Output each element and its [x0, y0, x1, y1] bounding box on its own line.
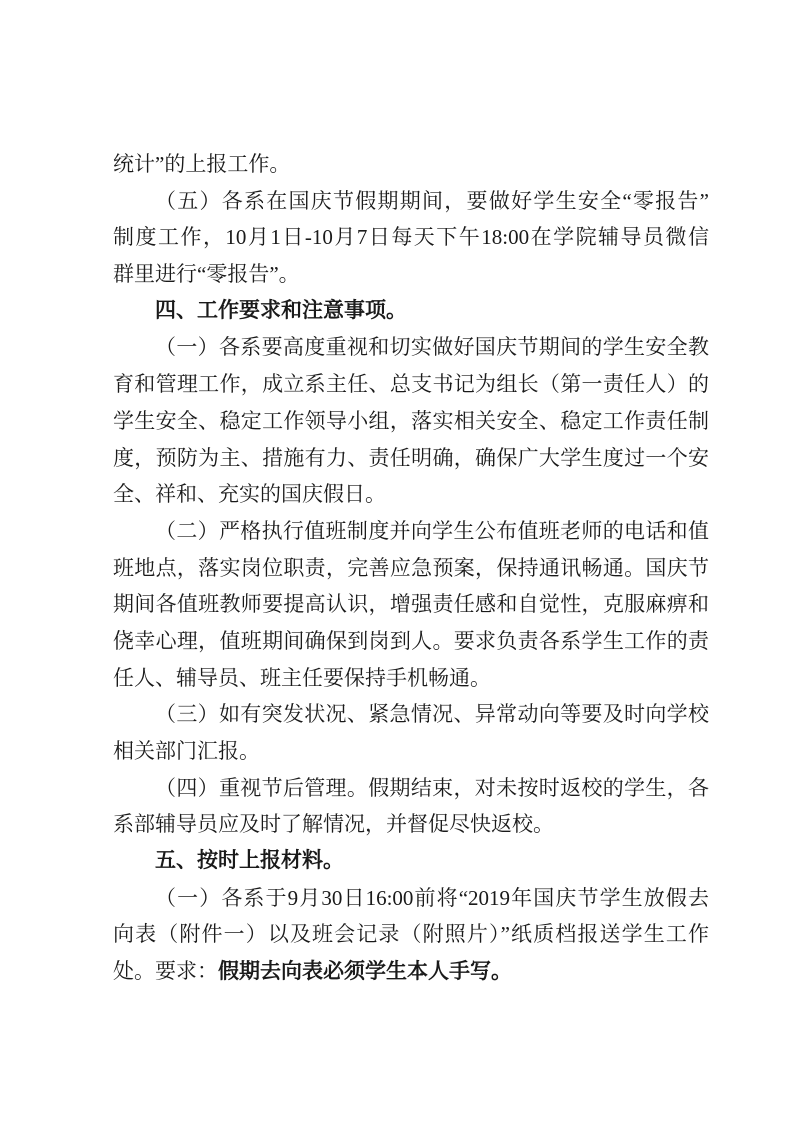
- section-heading: 五、按时上报材料。: [155, 849, 344, 873]
- text-line: 度，预防为主、措施有力、责任明确，确保广大学生度过一个安: [113, 445, 709, 470]
- text-line: 期间各值班教师要提高认识，增强责任感和自觉性，克服麻痹和: [113, 592, 709, 617]
- text-line: （三）如有突发状况、紧急情况、异常动向等要及时向学校: [155, 702, 709, 727]
- text-line: 学生安全、稳定工作领导小组，落实相关安全、稳定工作责任制: [113, 408, 709, 433]
- text-segment: 处。要求：: [113, 959, 218, 984]
- text-line: （五）各系在国庆节假期期间，要做好学生安全“零报告”: [155, 188, 709, 213]
- text-line: 统计”的上报工作。: [113, 152, 291, 176]
- text-line: 育和管理工作，成立系主任、总支书记为组长（第一责任人）的: [113, 372, 709, 397]
- emphasis-text: 假期去向表必须学生本人手写。: [218, 960, 512, 984]
- text-line: 向表（附件一）以及班会记录（附照片）”纸质档报送学生工作: [113, 922, 709, 947]
- text-line: （一）各系于9月30日16:00前将“2019年国庆节学生放假去: [155, 885, 709, 910]
- text-line: （四）重视节后管理。假期结束，对未按时返校的学生，各: [155, 775, 709, 800]
- text-line: 全、祥和、充实的国庆假日。: [113, 482, 386, 507]
- text-line: 制度工作，10月1日-10月7日每天下午18:00在学院辅导员微信: [113, 225, 709, 250]
- section-heading: 四、工作要求和注意事项。: [155, 298, 407, 322]
- text-line: 系部辅导员应及时了解情况，并督促尽快返校。: [113, 812, 554, 837]
- text-line: 班地点，落实岗位职责，完善应急预案，保持通讯畅通。国庆节: [113, 555, 709, 580]
- text-line: （一）各系要高度重视和切实做好国庆节期间的学生安全教: [155, 335, 709, 360]
- text-line: （二）严格执行值班制度并向学生公布值班老师的电话和值: [155, 518, 709, 543]
- text-line: 侥幸心理，值班期间确保到岗到人。要求负责各系学生工作的责: [113, 628, 709, 653]
- document-text: [113, 146, 709, 990]
- text-line: [113, 953, 709, 990]
- text-line: 任人、辅导员、班主任要保持手机畅通。: [113, 665, 491, 690]
- text-line: 群里进行“零报告”。: [113, 262, 300, 287]
- text-line: 相关部门汇报。: [113, 739, 260, 763]
